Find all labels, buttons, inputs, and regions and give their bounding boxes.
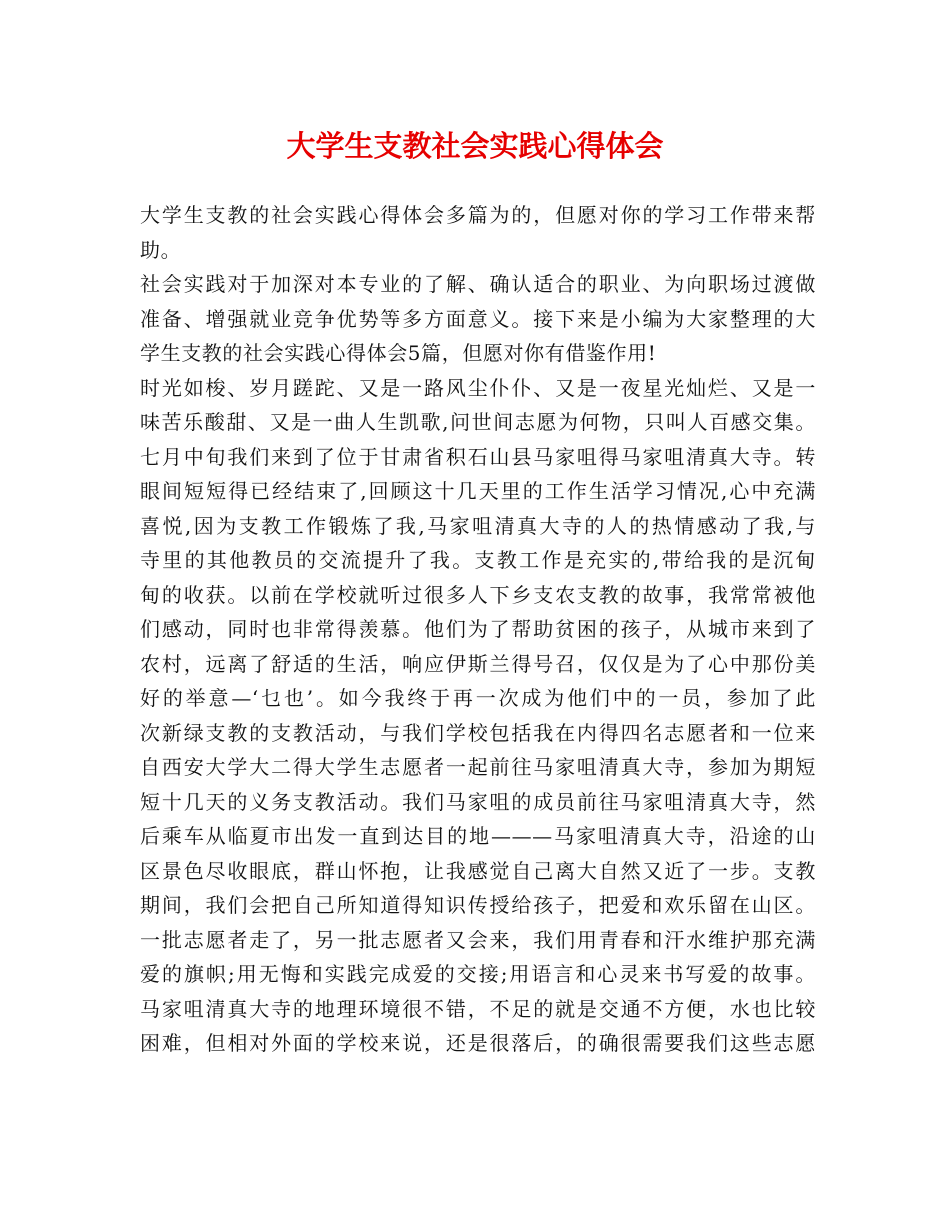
text-line: 一批志愿者走了，另一批志愿者又会来，我们用青春和汗水维护那充满 [140,927,816,952]
text-line: 困难，但相对外面的学校来说，还是很落后，的确很需要我们这些志愿 [140,1031,816,1055]
text-line: 寺里的其他教员的交流提升了我。支教工作是充实的,带给我的是沉甸 [140,548,816,572]
text-line: 喜悦,因为支教工作锻炼了我,马家咀清真大寺的人的热情感动了我,与 [140,513,816,538]
text-line: 后乘车从临夏市出发一直到达目的地———马家咀清真大寺，沿途的山 [140,824,816,848]
text-line: 社会实践对于加深对本专业的了解、确认适合的职业、为向职场过渡做 [140,272,816,296]
text-line: 自西安大学大二得大学生志愿者一起前往马家咀清真大寺，参加为期短 [140,755,816,779]
text-line: 马家咀清真大寺的地理环境很不错，不足的就是交通不方便，水也比较 [140,996,816,1021]
text-line: 助。 [140,237,182,262]
text-line: 准备、增强就业竞争优势等多方面意义。接下来是小编为大家整理的大 [140,306,816,331]
text-line: 短十几天的义务支教活动。我们马家咀的成员前往马家咀清真大寺，然 [140,789,816,814]
text-line: 学生支教的社会实践心得体会5篇，但愿对你有借鉴作用! [140,341,657,365]
text-line: 爱的旗帜;用无悔和实践完成爱的交接;用语言和心灵来书写爱的故事。 [140,962,816,986]
text-line: 眼间短短得已经结束了,回顾这十几天里的工作生活学习情况,心中充满 [140,479,816,503]
text-line: 们感动，同时也非常得羡慕。他们为了帮助贫困的孩子，从城市来到了 [140,617,816,641]
text-line: 甸的收获。以前在学校就听过很多人下乡支农支教的故事，我常常被他 [140,582,816,607]
text-line: 农村，远离了舒适的生活，响应伊斯兰得号召，仅仅是为了心中那份美 [140,651,816,676]
text-line: 次新绿支教的支教活动，与我们学校包括我在内得四名志愿者和一位来 [140,720,816,745]
document-body [140,198,816,1061]
text-line: 时光如梭、岁月蹉跎、又是一路风尘仆仆、又是一夜星光灿烂、又是一 [140,375,816,400]
text-line: 味苦乐酸甜、又是一曲人生凯歌,问世间志愿为何物，只叫人百感交集。 [140,410,816,434]
text-line: 期间，我们会把自己所知道得知识传授给孩子，把爱和欢乐留在山区。 [140,893,816,917]
text-line: 大学生支教的社会实践心得体会多篇为的，但愿对你的学习工作带来帮 [140,203,816,227]
text-line: 区景色尽收眼底，群山怀抱，让我感觉自己离大自然又近了一步。支教 [140,858,816,883]
text-line: 七月中旬我们来到了位于甘肃省积石山县马家咀得马家咀清真大寺。转 [140,444,816,469]
text-line: 好的举意—‘乜也’。如今我终于再一次成为他们中的一员，参加了此 [140,686,816,710]
document-title: 大学生支教社会实践心得体会 [286,129,664,163]
